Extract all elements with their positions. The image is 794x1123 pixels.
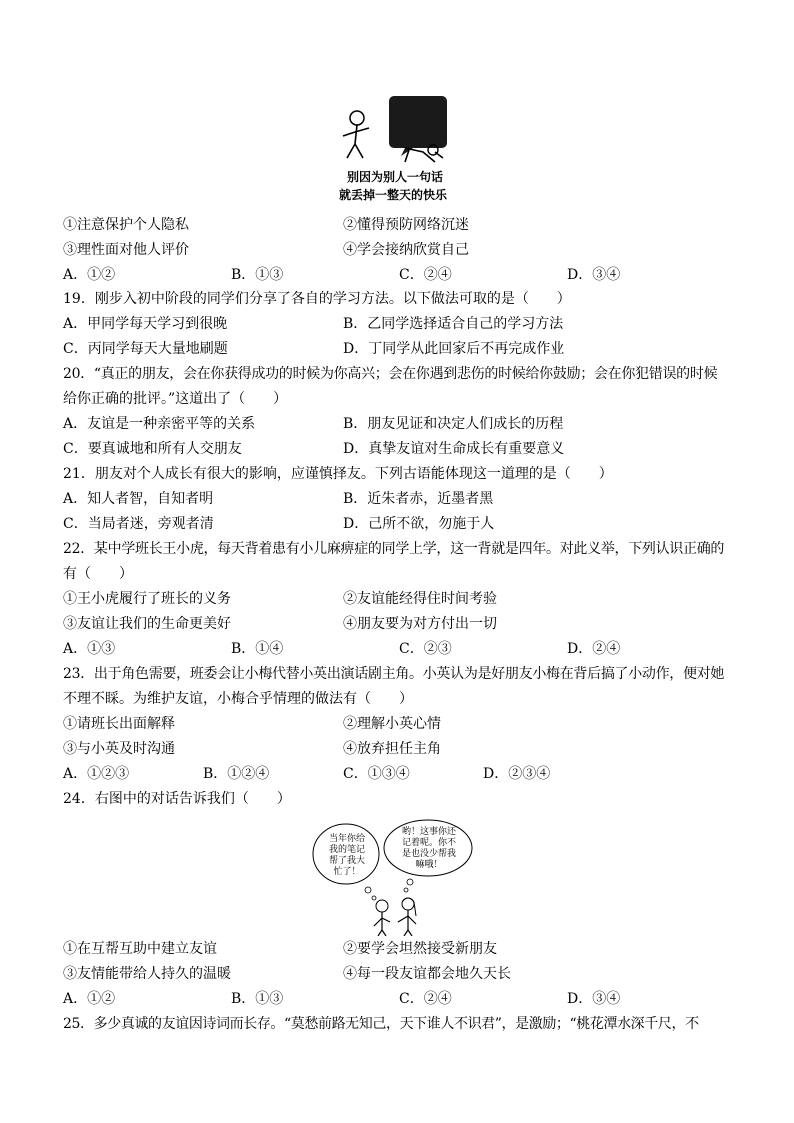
q19-option-b[interactable]: B．乙同学选择适合自己的学习方法 xyxy=(343,316,564,332)
q18-item-2: ②懂得预防网络沉迷 xyxy=(343,217,469,233)
q23-item-4: ④放弃担任主角 xyxy=(343,741,441,757)
q24-item-4: ④每一段友谊都会地久天长 xyxy=(343,966,511,982)
q20-stem-line1: 20．“真正的朋友，会在你获得成功的时候为你高兴；会在你遇到悲伤的时候给你鼓励；会在你犯错误的时候 xyxy=(63,366,718,382)
bubble-right-text xyxy=(396,827,462,871)
q23-stem-line1: 23．出于角色需要，班委会让小梅代替小英出演话剧主角。小英认为是好朋友小梅在背后搞了小动作，便对她 xyxy=(63,666,725,682)
q25-stem: 25．多少真诚的友谊因诗词而长存。“莫愁前路无知己，天下谁人不识君”，是激励；“桃花潭水深千尺，不 xyxy=(63,1016,699,1032)
cartoon-illustration xyxy=(335,92,465,167)
q19-option-d[interactable]: D．丁同学从此回家后不再完成作业 xyxy=(343,341,565,357)
q22-item-3: ③友谊让我们的生命更美好 xyxy=(63,616,231,632)
q22-item-4: ④朋友要为对方付出一切 xyxy=(343,616,497,632)
q18-item-1: ①注意保护个人隐私 xyxy=(63,217,189,233)
q21-option-d[interactable]: D．己所不欲，勿施于人 xyxy=(343,516,495,532)
q20-options-row1 xyxy=(63,414,733,434)
q22-stem-line2: 有（ ） xyxy=(63,566,133,582)
q24-stem: 24．右图中的对话告诉我们（ ） xyxy=(63,791,291,807)
q24-items-row1 xyxy=(63,939,733,959)
q24-option-c[interactable]: C．②④ xyxy=(399,991,452,1007)
q24-item-1: ①在互帮互助中建立友谊 xyxy=(63,941,217,957)
q21-stem: 21．朋友对个人成长有很大的影响，应谨慎择友。下列古语能体现这一道理的是（ ） xyxy=(63,466,613,482)
q23-stem-line2: 不理不睬。为维护友谊，小梅合乎情理的做法有（ ） xyxy=(63,691,413,707)
cartoon-figure-1 xyxy=(335,92,465,202)
dialogue-cartoon-figure xyxy=(310,818,480,936)
q22-item-2: ②友谊能经得住时间考验 xyxy=(343,591,497,607)
q18-item-4: ④学会接纳欣赏自己 xyxy=(343,242,469,258)
q20-option-a[interactable]: A．友谊是一种亲密平等的关系 xyxy=(63,416,256,432)
q22-stem-line1: 22．某中学班长王小虎，每天背着患有小儿麻痹症的同学上学，这一背就是四年。对此义举，下列认识正确的 xyxy=(63,541,725,557)
bubble-left-line: 忙了！ xyxy=(333,867,361,877)
q23-item-1: ①请班长出面解释 xyxy=(63,716,175,732)
cartoon-caption-line2: 就丢掉一整天的快乐 xyxy=(339,188,448,202)
q22-items-row2 xyxy=(63,614,733,634)
q22-item-1: ①王小虎履行了班长的义务 xyxy=(63,591,231,607)
q24-option-a[interactable]: A．①② xyxy=(63,991,116,1007)
cartoon-caption-line1: 别因为别人一句话 xyxy=(347,170,444,184)
q23-option-a[interactable]: A．①②③ xyxy=(63,766,130,782)
q18-option-b[interactable]: B．①③ xyxy=(231,267,284,283)
q24-option-b[interactable]: B．①③ xyxy=(231,991,284,1007)
q19-options-row1 xyxy=(63,314,733,334)
bubble-right-line: 嘛哦！ xyxy=(415,860,443,870)
bubble-right-line: 哟！这事你还 xyxy=(401,827,456,837)
q18-option-a[interactable]: A．①② xyxy=(63,267,116,283)
bubble-left-line: 当年你给 xyxy=(328,834,365,844)
q21-option-a[interactable]: A．知人者智，自知者明 xyxy=(63,491,214,507)
q20-option-b[interactable]: B．朋友见证和决定人们成长的历程 xyxy=(343,416,564,432)
q24-option-d[interactable]: D．③④ xyxy=(567,991,621,1007)
q18-item-3: ③理性面对他人评价 xyxy=(63,242,189,258)
q18-option-d[interactable]: D．③④ xyxy=(567,267,621,283)
q23-item-3: ③与小英及时沟通 xyxy=(63,741,175,757)
q21-option-c[interactable]: C．当局者迷，旁观者清 xyxy=(63,516,214,532)
q20-stem-line2: 给你正确的批评。”这道出了（ ） xyxy=(63,391,288,407)
q23-option-c[interactable]: C．①③④ xyxy=(343,766,410,782)
q19-option-c[interactable]: C．丙同学每天大量地刷题 xyxy=(63,341,228,357)
q22-option-d[interactable]: D．②④ xyxy=(567,641,621,657)
q20-option-d[interactable]: D．真挚友谊对生命成长有重要意义 xyxy=(343,441,565,457)
q24-item-3: ③友情能带给人持久的温暖 xyxy=(63,966,231,982)
q24-item-2: ②要学会坦然接受新朋友 xyxy=(343,941,497,957)
q22-option-b[interactable]: B．①④ xyxy=(231,641,284,657)
bubble-left-text xyxy=(324,834,370,878)
q19-option-a[interactable]: A．甲同学每天学习到很晚 xyxy=(63,316,228,332)
q24-items-row2 xyxy=(63,964,733,984)
q20-options-row2 xyxy=(63,439,733,459)
q18-items-row2 xyxy=(63,240,733,260)
q23-option-d[interactable]: D．②③④ xyxy=(483,766,551,782)
q23-items-row2 xyxy=(63,739,733,759)
q23-item-2: ②理解小英心情 xyxy=(343,716,441,732)
q21-options-row2 xyxy=(63,514,733,534)
q18-items-row1 xyxy=(63,215,733,235)
q23-option-b[interactable]: B．①②④ xyxy=(203,766,270,782)
bubble-right-line: 记着呢。你不 xyxy=(401,838,456,848)
bubble-left-line: 帮了我大 xyxy=(328,856,365,866)
bubble-left-line: 我的笔记 xyxy=(328,845,365,855)
q22-items-row1 xyxy=(63,589,733,609)
q19-stem: 19．刚步入初中阶段的同学们分享了各自的学习方法。以下做法可取的是（ ） xyxy=(63,291,571,307)
q22-option-a[interactable]: A．①③ xyxy=(63,641,116,657)
q21-options-row1 xyxy=(63,489,733,509)
q20-option-c[interactable]: C．要真诚地和所有人交朋友 xyxy=(63,441,242,457)
bubble-right-line: 是也没少帮我 xyxy=(401,849,456,859)
q21-option-b[interactable]: B．近朱者赤，近墨者黑 xyxy=(343,491,494,507)
q19-options-row2 xyxy=(63,339,733,359)
q18-option-c[interactable]: C．②④ xyxy=(399,267,452,283)
q22-option-c[interactable]: C．②③ xyxy=(399,641,452,657)
q23-items-row1 xyxy=(63,714,733,734)
